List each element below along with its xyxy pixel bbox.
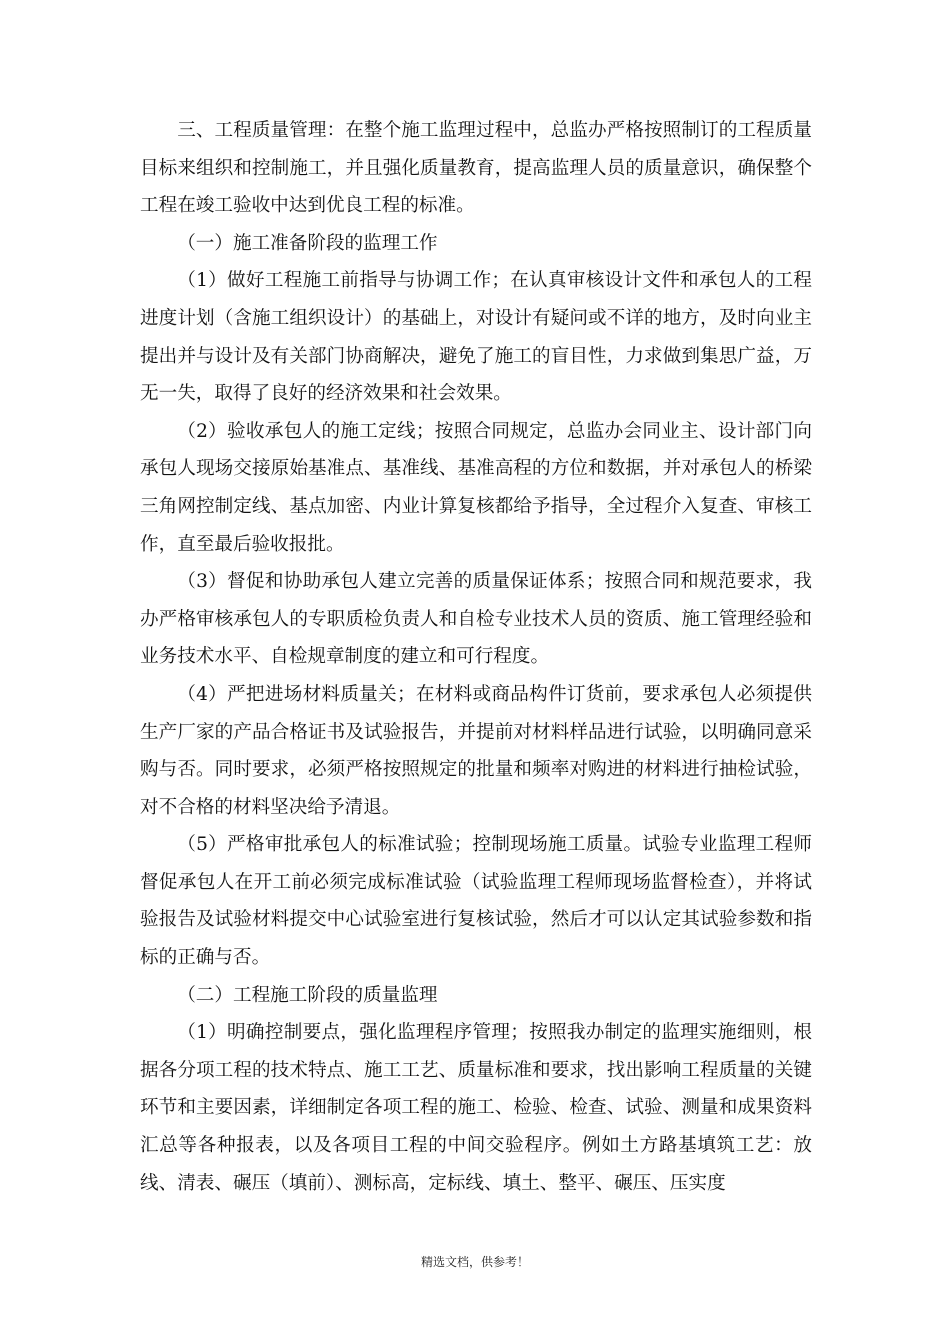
section-heading-construction-stage: （二）工程施工阶段的质量监理 — [177, 984, 438, 1006]
paragraph-item-2-setting-out: （2）验收承包人的施工定线；按照合同规定，总监办会同业主、设计部门向承包人现场交接原始基准点、基准线、基准高程的方位和数据，并对承包人的桥梁三角网控制定线、基点加密、内业计算复核都给予指导，全过程介入复查、审核工作，直至最后验收报批。 — [140, 420, 812, 555]
section-heading-preparation-stage: （一）施工准备阶段的监理工作 — [177, 232, 438, 254]
document-body — [140, 112, 812, 1202]
paragraph-item-4-materials: （4）严把进场材料质量关；在材料或商品构件订货前，要求承包人必须提供生产厂家的产品合格证书及试验报告，并提前对材料样品进行试验，以明确同意采购与否。同时要求，必须严格按照规定的批量和频率对购进的材料进行抽检试验，对不合格的材料坚决给予清退。 — [140, 683, 812, 818]
paragraph-item-3-quality-system: （3）督促和协助承包人建立完善的质量保证体系；按照合同和规范要求，我办严格审核承包人的专职质检负责人和自检专业技术人员的资质、施工管理经验和业务技术水平、自检规章制度的建立和可行程度。 — [140, 571, 812, 668]
paragraph-quality-management: 三、工程质量管理：在整个施工监理过程中，总监办严格按照制订的工程质量目标来组织和控制施工，并且强化质量教育，提高监理人员的质量意识，确保整个工程在竣工验收中达到优良工程的标准。 — [140, 120, 812, 217]
paragraph-construction-item-1: （1）明确控制要点，强化监理程序管理；按照我办制定的监理实施细则，根据各分项工程的技术特点、施工工艺、质量标准和要求，找出影响工程质量的关键环节和主要因素，详细制定各项工程的施工、检验、检查、试验、测量和成果资料汇总等各种报表，以及各项目工程的中间交验程序。例如土方路基填筑工艺：放线、清表、碾压（填前）、测标高，定标线、填土、整平、碾压、压实度 — [140, 1022, 812, 1194]
page-footer: 精选文档，供参考！ — [420, 1255, 529, 1269]
paragraph-item-5-standard-tests: （5）严格审批承包人的标准试验；控制现场施工质量。试验专业监理工程师督促承包人在开工前必须完成标准试验（试验监理工程师现场监督检查），并将试验报告及试验材料提交中心试验室进行复核试验，然后才可以认定其试验参数和指标的正确与否。 — [140, 834, 812, 969]
paragraph-item-1-coordination: （1）做好工程施工前指导与协调工作；在认真审核设计文件和承包人的工程进度计划（含施工组织设计）的基础上，对设计有疑问或不详的地方，及时向业主提出并与设计及有关部门协商解决，避免了施工的盲目性，力求做到集思广益，万无一失，取得了良好的经济效果和社会效果。 — [140, 270, 812, 405]
